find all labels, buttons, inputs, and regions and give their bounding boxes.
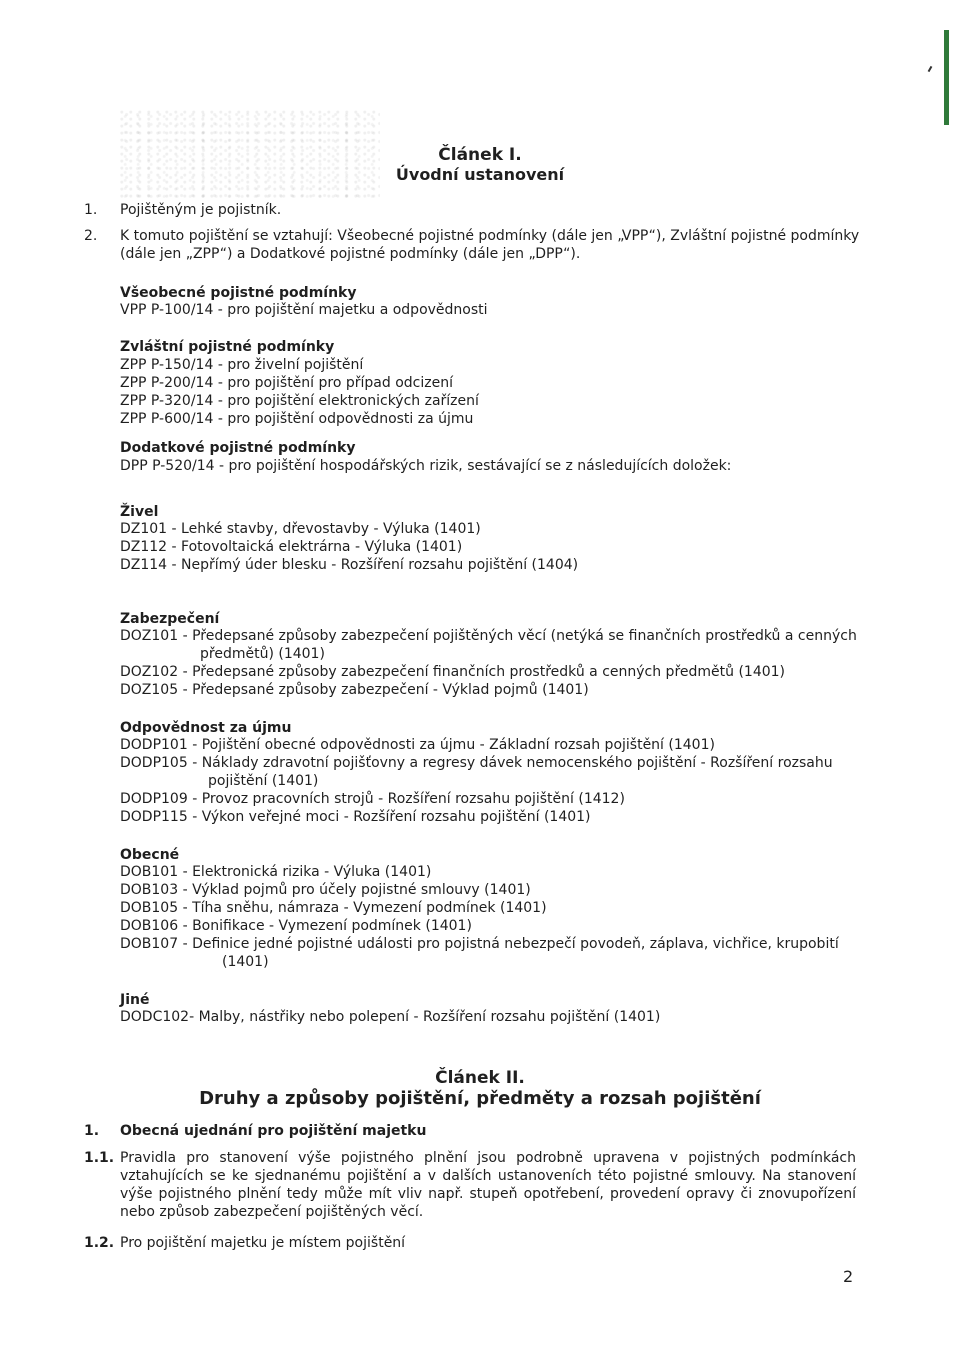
- obecne-item-2: DOB103 - Výklad pojmů pro účely pojistné smlouvy (1401): [120, 882, 531, 898]
- section-1-number: 1.: [84, 1123, 100, 1139]
- zpp-item-4: ZPP P-600/14 - pro pojištění odpovědnosti za újmu: [120, 411, 474, 427]
- paragraph-1-2-text: Pro pojištění majetku je místem pojištění: [120, 1235, 406, 1251]
- intro-2-text-line2: (dále jen „ZPP“) a Dodatkové pojistné podmínky (dále jen „DPP“).: [120, 246, 581, 262]
- zpp-item-2: ZPP P-200/14 - pro pojištění pro případ odcizení: [120, 375, 453, 391]
- scan-edge-mark: [944, 30, 949, 125]
- zabezpeceni-item-1-line2: předmětů) (1401): [200, 646, 325, 662]
- page-number: 2: [843, 1267, 854, 1286]
- article-2-title: Článek II.: [435, 1068, 525, 1088]
- obecne-item-5-line1: DOB107 - Definice jedné pojistné události pro pojistná nebezpečí povodeň, záplava, vichřice, krupobití: [120, 936, 839, 952]
- paragraph-1-2-number: 1.2.: [84, 1235, 115, 1251]
- section-1-title: Obecná ujednání pro pojištění majetku: [120, 1123, 427, 1139]
- zabezpeceni-item-1-line1: DOZ101 - Předepsané způsoby zabezpečení pojištěných věcí (netýká se finančních prostředků a cenných: [120, 628, 857, 644]
- zpp-item-3: ZPP P-320/14 - pro pojištění elektronických zařízení: [120, 393, 479, 409]
- odpovednost-item-4: DODP115 - Výkon veřejné moci - Rozšíření rozsahu pojištění (1401): [120, 809, 591, 825]
- intro-1-number: 1.: [84, 202, 98, 218]
- obecne-item-4: DOB106 - Bonifikace - Vymezení podmínek (1401): [120, 918, 472, 934]
- scan-edge-line: [928, 66, 933, 72]
- zabezpeceni-heading: Zabezpečení: [120, 611, 220, 627]
- zivel-item-3: DZ114 - Nepřímý úder blesku - Rozšíření rozsahu pojištění (1404): [120, 557, 579, 573]
- zivel-item-1: DZ101 - Lehké stavby, dřevostavby - Výluka (1401): [120, 521, 481, 537]
- dpp-heading: Dodatkové pojistné podmínky: [120, 440, 356, 456]
- zivel-heading: Živel: [120, 504, 159, 520]
- intro-2-number: 2.: [84, 228, 98, 244]
- odpovednost-item-1: DODP101 - Pojištění obecné odpovědnosti za újmu - Základní rozsah pojištění (1401): [120, 737, 715, 753]
- zabezpeceni-item-3: DOZ105 - Předepsané způsoby zabezpečení - Výklad pojmů (1401): [120, 682, 589, 698]
- vpp-heading: Všeobecné pojistné podmínky: [120, 285, 357, 301]
- article-1-title: Článek I.: [438, 145, 522, 165]
- zpp-item-1: ZPP P-150/14 - pro živelní pojištění: [120, 357, 364, 373]
- obecne-heading: Obecné: [120, 847, 180, 863]
- paragraph-1-1-number: 1.1.: [84, 1150, 115, 1166]
- odpovednost-item-2-line2: pojištění (1401): [208, 773, 319, 789]
- odpovednost-item-2-line1: DODP105 - Náklady zdravotní pojišťovny a regresy dávek nemocenského pojištění - Rozšíření rozsahu: [120, 755, 833, 771]
- zpp-heading: Zvláštní pojistné podmínky: [120, 339, 335, 355]
- article-1-subtitle: Úvodní ustanovení: [395, 165, 565, 184]
- odpovednost-heading: Odpovědnost za újmu: [120, 720, 292, 736]
- article-2-subtitle: Druhy a způsoby pojištění, předměty a rozsah pojištění: [199, 1088, 761, 1109]
- zabezpeceni-item-2: DOZ102 - Předepsané způsoby zabezpečení finančních prostředků a cenných předmětů (1401): [120, 664, 786, 680]
- vpp-item: VPP P-100/14 - pro pojištění majetku a odpovědnosti: [120, 302, 488, 318]
- jine-heading: Jiné: [120, 992, 150, 1008]
- obecne-item-1: DOB101 - Elektronická rizika - Výluka (1401): [120, 864, 432, 880]
- obecne-item-3: DOB105 - Tíha sněhu, námraza - Vymezení podmínek (1401): [120, 900, 547, 916]
- intro-2-text-line1: K tomuto pojištění se vztahují: Všeobecné pojistné podmínky (dále jen „VPP“), Zvláštní pojistné podmínky: [120, 228, 860, 244]
- dpp-item: DPP P-520/14 - pro pojištění hospodářských rizik, sestávající se z následujících doložek:: [120, 458, 732, 474]
- obecne-item-5-line2: (1401): [222, 954, 269, 970]
- odpovednost-item-3: DODP109 - Provoz pracovních strojů - Rozšíření rozsahu pojištění (1412): [120, 791, 625, 807]
- zivel-item-2: DZ112 - Fotovoltaická elektrárna - Výluka (1401): [120, 539, 463, 555]
- paragraph-1-1-text: Pravidla pro stanovení výše pojistného plnění jsou podrobně upravena v pojistných podmínkách vztahujících se ke sjednanému pojištění a v dalších ustanoveních této pojistné smlouvy. Na stanovení výše pojistného plnění tedy může mít vliv např. stupeň opotřebení, provedení opravy či znovupořízení nebo způsob zabezpečení pojištěných věcí.: [120, 1150, 856, 1220]
- intro-1-text: Pojištěným je pojistník.: [120, 202, 282, 218]
- jine-item-1: DODC102- Malby, nástřiky nebo polepení - Rozšíření rozsahu pojištění (1401): [120, 1009, 661, 1025]
